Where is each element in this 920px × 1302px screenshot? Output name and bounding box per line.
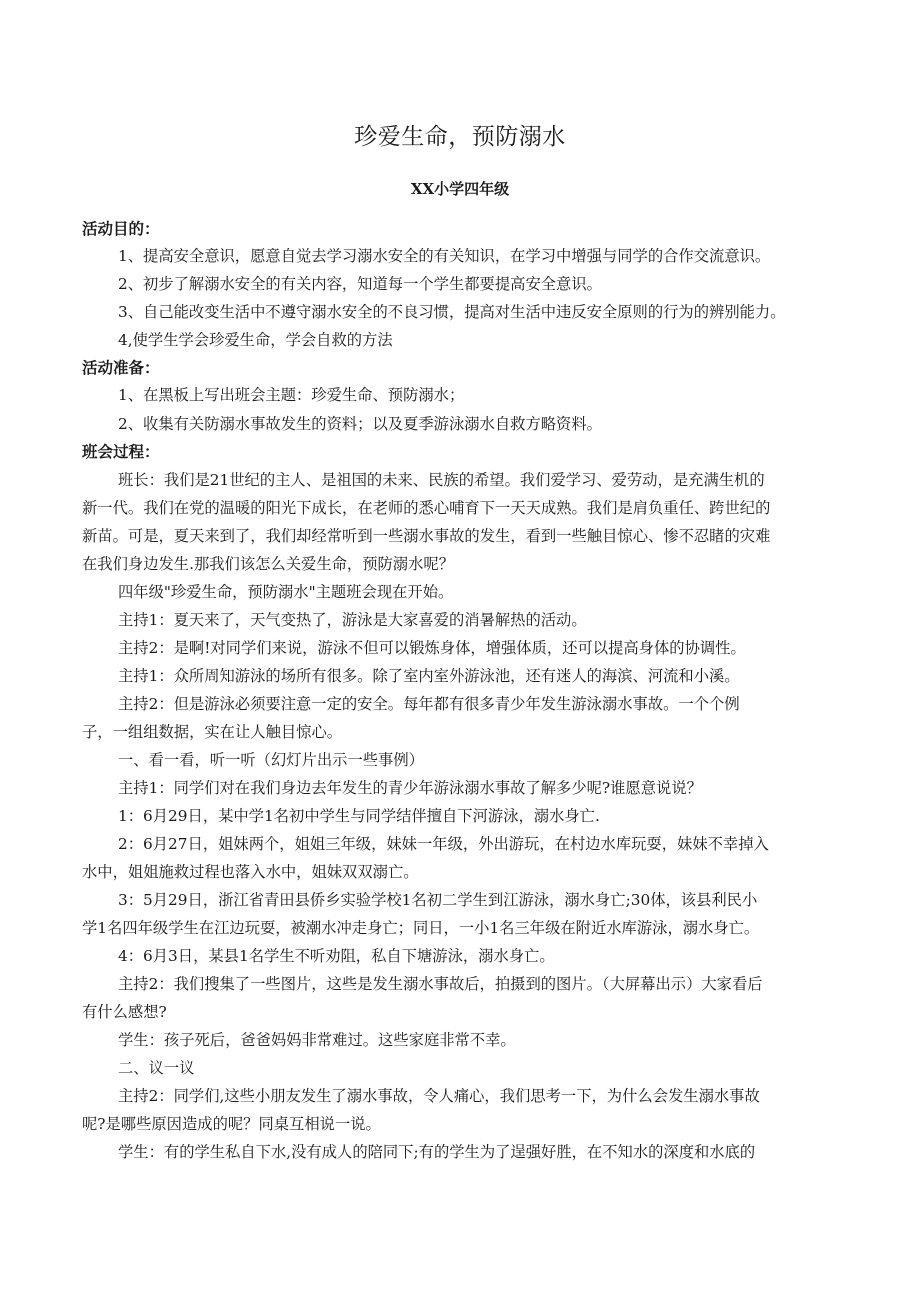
goal-item: 2、初步了解溺水安全的有关内容，知道每一个学生都要提高安全意识。 bbox=[118, 275, 602, 293]
document-title: 珍爱生命，预防溺水 bbox=[354, 124, 566, 150]
body-line: 主持2：我们搜集了一些图片，这些是发生溺水事故后，拍摄到的图片。（大屏幕出示）大家看后 bbox=[118, 975, 763, 993]
body-line: 4：6月3日，某县1名学生不听劝阻，私自下塘游泳，溺水身亡。 bbox=[118, 947, 555, 965]
section-heading-process: 班会过程： bbox=[82, 443, 160, 461]
body-line: 学生：有的学生私自下水,没有成人的陪同下;有的学生为了逞强好胜，在不知水的深度和水底的 bbox=[118, 1143, 756, 1161]
body-line: 在我们身边发生.那我们该怎么关爱生命，预防溺水呢？ bbox=[82, 555, 454, 573]
body-line: 呢?是哪些原因造成的呢？同桌互相说一说。 bbox=[82, 1115, 381, 1133]
document-subtitle: XX小学四年级 bbox=[410, 180, 510, 198]
body-line: 一、看一看，听一听（幻灯片出示一些事例） bbox=[118, 751, 424, 769]
body-line: 主持1：众所周知游泳的场所有很多。除了室内室外游泳池，还有迷人的海滨、河流和小溪。 bbox=[118, 667, 740, 685]
section-heading-prep: 活动准备： bbox=[82, 359, 160, 377]
body-line: 学生：孩子死后，爸爸妈妈非常难过。这些家庭非常不幸。 bbox=[118, 1031, 516, 1049]
body-line: 子，一组组数据，实在让人触目惊心。 bbox=[82, 723, 343, 741]
body-line: 主持2：同学们,这些小朋友发生了溺水事故，令人痛心，我们思考一下，为什么会发生溺水事故 bbox=[118, 1087, 760, 1105]
body-line: 主持1：同学们对在我们身边去年发生的青少年游泳溺水事故了解多少呢?谁愿意说说？ bbox=[118, 779, 702, 797]
prep-item: 1、在黑板上写出班会主题：珍爱生命、预防溺水； bbox=[118, 386, 465, 404]
goal-item: 1、提高安全意识，愿意自觉去学习溺水安全的有关知识，在学习中增强与同学的合作交流意识。 bbox=[118, 247, 771, 265]
body-line: 3：5月29日，浙江省青田县侨乡实验学校1名初二学生到江游泳，溺水身亡;30体，该县利民小 bbox=[118, 891, 758, 909]
body-line: 水中，姐姐施救过程也落入水中，姐妹双双溺亡。 bbox=[82, 863, 419, 881]
body-line: 主持2：但是游泳必须要注意一定的安全。每年都有很多青少年发生游泳溺水事故。一个个例 bbox=[118, 695, 740, 713]
goal-item: 4,使学生学会珍爱生命，学会自救的方法 bbox=[118, 331, 393, 349]
body-line: 1：6月29日，某中学1名初中学生与同学结伴擅自下河游泳，溺水身亡. bbox=[118, 807, 600, 825]
body-line: 主持2：是啊!对同学们来说，游泳不但可以锻炼身体，增强体质，还可以提高身体的协调性。 bbox=[118, 639, 746, 657]
goal-item: 3、自己能改变生活中不遵守溺水安全的不良习惯，提高对生活中违反安全原则的行为的辨别能力。 bbox=[118, 303, 786, 321]
body-line: 新一代。我们在党的温暖的阳光下成长，在老师的悉心哺育下一天天成熟。我们是肩负重任、跨世纪的 bbox=[82, 499, 771, 517]
prep-item: 2、收集有关防溺水事故发生的资料；以及夏季游泳溺水自救方略资料。 bbox=[118, 415, 602, 433]
body-line: 班长：我们是21世纪的主人、是祖国的未来、民族的希望。我们爱学习、爱劳动，是充满生机的 bbox=[118, 471, 765, 489]
body-line: 二、议一议 bbox=[118, 1059, 195, 1077]
section-heading-goal: 活动目的： bbox=[82, 220, 160, 238]
body-line: 2：6月27日，姐妹两个，姐姐三年级，妹妹一年级，外出游玩，在村边水库玩耍，妹妹不幸掉入 bbox=[118, 835, 769, 853]
body-line: 主持1：夏天来了，天气变热了，游泳是大家喜爱的消暑解热的活动。 bbox=[118, 611, 587, 629]
body-line: 四年级"珍爱生命，预防溺水"主题班会现在开始。 bbox=[118, 583, 454, 601]
body-line: 新苗。可是，夏天来到了，我们却经常听到一些溺水事故的发生，看到一些触目惊心、惨不忍睹的灾难 bbox=[82, 527, 771, 545]
body-line: 有什么感想? bbox=[82, 1003, 167, 1021]
body-line: 学1名四年级学生在江边玩耍，被潮水冲走身亡；同日，一小1名三年级在附近水库游泳，溺水身亡。 bbox=[82, 919, 760, 937]
